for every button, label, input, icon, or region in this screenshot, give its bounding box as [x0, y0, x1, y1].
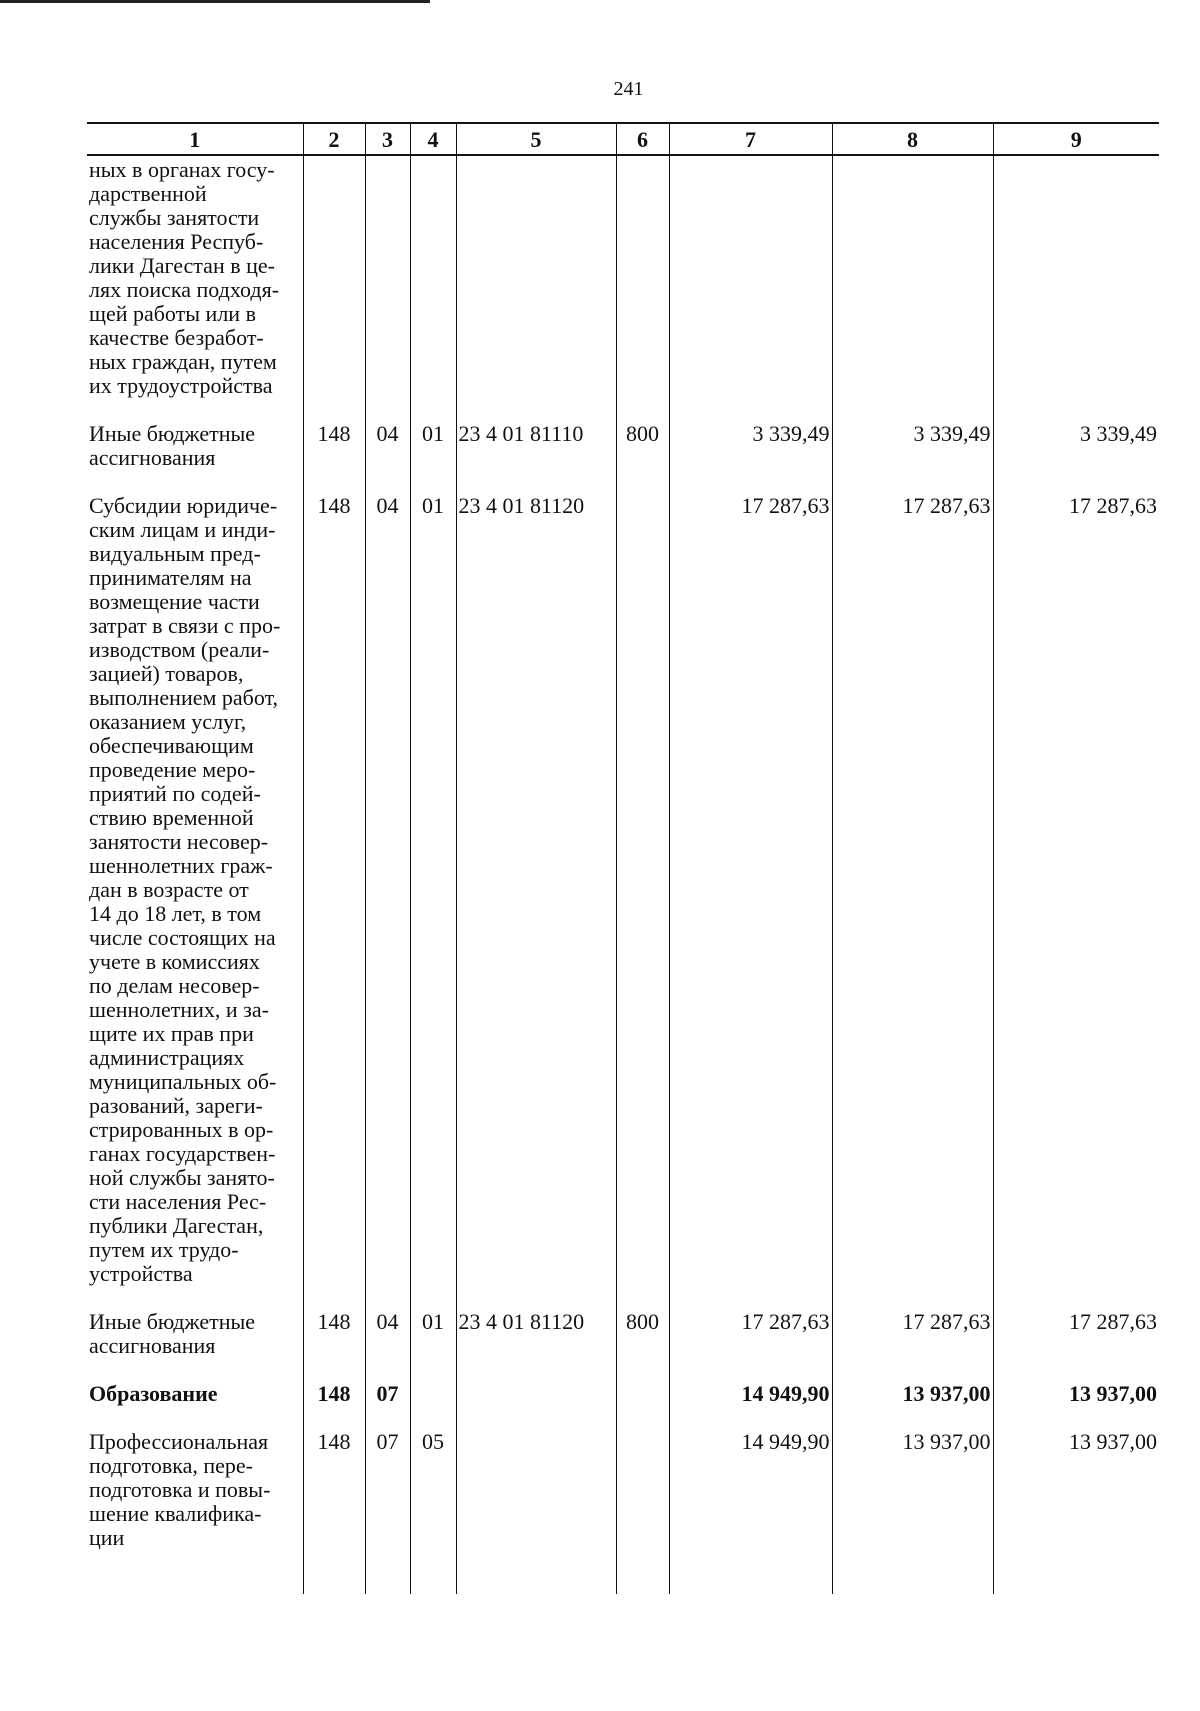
description-line: ским лицам и инди- [89, 517, 276, 542]
amount-col7-cell [669, 155, 832, 422]
column-header: 4 [410, 123, 456, 155]
ministry-code-cell: 148 [303, 422, 365, 494]
column-header: 6 [616, 123, 669, 155]
row-description [87, 1310, 303, 1382]
table-row [87, 1430, 1159, 1594]
description-line: изводством (реали- [89, 637, 270, 662]
table-body [87, 155, 1159, 1594]
description-line: ных в органах госу- [89, 157, 275, 182]
description-line: разований, зареги- [89, 1093, 263, 1118]
description-line: путем их трудо- [89, 1237, 239, 1262]
table-row [87, 155, 1159, 422]
amount-col8-cell: 17 287,63 [832, 1310, 993, 1382]
description-line: оказанием услуг, [89, 709, 247, 734]
table-row [87, 422, 1159, 494]
subsection-code-cell: 05 [410, 1430, 456, 1594]
section-code-cell [365, 155, 410, 422]
target-article-cell [456, 1430, 616, 1594]
expense-type-cell [616, 1430, 669, 1594]
amount-col7-cell: 14 949,90 [669, 1430, 832, 1594]
section-code-cell: 07 [365, 1430, 410, 1594]
description-line: Субсидии юридиче- [89, 493, 278, 518]
description-line: занятости несовер- [89, 829, 269, 854]
amount-col8-cell: 3 339,49 [832, 422, 993, 494]
description-line: проведение меро- [89, 757, 256, 782]
table-header-row [87, 123, 1159, 155]
description-line: ганах государствен- [89, 1141, 276, 1166]
description-line: публики Дагестан, [89, 1213, 264, 1238]
description-line: дан в возрасте от [89, 877, 249, 902]
top-edge-rule [0, 0, 430, 3]
description-line: ции [89, 1525, 125, 1550]
description-line: принимателям на [89, 565, 252, 590]
amount-col7-cell: 14 949,90 [669, 1382, 832, 1430]
row-description [87, 494, 303, 1310]
amount-col9-cell: 13 937,00 [993, 1430, 1159, 1594]
section-code-cell: 04 [365, 1310, 410, 1382]
amount-col9-cell [993, 155, 1159, 422]
description-line: Иные бюджетные [89, 421, 256, 446]
amount-col9-cell: 3 339,49 [993, 422, 1159, 494]
description-line: службы занятости [89, 205, 260, 230]
subsection-code-cell: 01 [410, 494, 456, 1310]
description-line: устройства [89, 1261, 193, 1286]
table-row [87, 494, 1159, 1310]
ministry-code-cell: 148 [303, 1382, 365, 1430]
subsection-code-cell: 01 [410, 1310, 456, 1382]
expense-type-cell [616, 1382, 669, 1430]
budget-table [87, 122, 1159, 1594]
description-line: ствию временной [89, 805, 254, 830]
expense-type-cell [616, 155, 669, 422]
target-article-cell [456, 155, 616, 422]
column-header: 1 [87, 123, 303, 155]
column-header: 8 [832, 123, 993, 155]
amount-col8-cell: 13 937,00 [832, 1382, 993, 1430]
description-line: Образование [89, 1381, 218, 1406]
subsection-code-cell [410, 1382, 456, 1430]
description-line: населения Респуб- [89, 229, 264, 254]
description-line: лики Дагестан в це- [89, 253, 275, 278]
description-line: числе состоящих на [89, 925, 276, 950]
column-header: 9 [993, 123, 1159, 155]
amount-col9-cell: 17 287,63 [993, 494, 1159, 1310]
page-number: 241 [613, 78, 644, 100]
column-header: 7 [669, 123, 832, 155]
description-line: их трудоустройства [89, 373, 273, 398]
description-line: щите их прав при [89, 1021, 254, 1046]
description-line: ассигнования [89, 445, 216, 470]
column-header: 3 [365, 123, 410, 155]
amount-col7-cell: 17 287,63 [669, 494, 832, 1310]
row-description [87, 1382, 303, 1430]
description-line: стрированных в ор- [89, 1117, 274, 1142]
description-line: ных граждан, путем [89, 349, 277, 374]
description-line: возмещение части [89, 589, 260, 614]
description-line: по делам несовер- [89, 973, 260, 998]
expense-type-cell [616, 494, 669, 1310]
row-description [87, 422, 303, 494]
column-header: 2 [303, 123, 365, 155]
description-line: дарственной [89, 181, 207, 206]
row-description [87, 155, 303, 422]
row-description [87, 1430, 303, 1594]
description-line: качестве безработ- [89, 325, 264, 350]
amount-col9-cell: 13 937,00 [993, 1382, 1159, 1430]
expense-type-cell: 800 [616, 422, 669, 494]
description-line: ной службы занято- [89, 1165, 275, 1190]
amount-col8-cell: 13 937,00 [832, 1430, 993, 1594]
amount-col8-cell: 17 287,63 [832, 494, 993, 1310]
target-article-cell [456, 1382, 616, 1430]
ministry-code-cell: 148 [303, 1430, 365, 1594]
section-code-cell: 07 [365, 1382, 410, 1430]
ministry-code-cell: 148 [303, 1310, 365, 1382]
description-line: шеннолетних, и за- [89, 997, 269, 1022]
description-line: муниципальных об- [89, 1069, 277, 1094]
subsection-code-cell [410, 155, 456, 422]
description-line: учете в комиссиях [89, 949, 260, 974]
description-line: приятий по содей- [89, 781, 261, 806]
description-line: щей работы или в [89, 301, 256, 326]
description-line: выполнением работ, [89, 685, 279, 710]
description-line: зацией) товаров, [89, 661, 244, 686]
description-line: шеннолетних граж- [89, 853, 273, 878]
ministry-code-cell [303, 155, 365, 422]
section-code-cell: 04 [365, 422, 410, 494]
section-code-cell: 04 [365, 494, 410, 1310]
table-row [87, 1382, 1159, 1430]
description-line: подготовка и повы- [89, 1477, 271, 1502]
description-line: обеспечивающим [89, 733, 254, 758]
expense-type-cell: 800 [616, 1310, 669, 1382]
ministry-code-cell: 148 [303, 494, 365, 1310]
amount-col9-cell: 17 287,63 [993, 1310, 1159, 1382]
target-article-cell: 23 4 01 81120 [456, 1310, 616, 1382]
amount-col8-cell [832, 155, 993, 422]
description-line: Иные бюджетные [89, 1309, 256, 1334]
target-article-cell: 23 4 01 81120 [456, 494, 616, 1310]
description-line: подготовка, пере- [89, 1453, 253, 1478]
amount-col7-cell: 17 287,63 [669, 1310, 832, 1382]
table-row [87, 1310, 1159, 1382]
target-article-cell: 23 4 01 81110 [456, 422, 616, 494]
description-line: сти населения Рес- [89, 1189, 267, 1214]
description-line: Профессиональная [89, 1429, 269, 1454]
description-line: 14 до 18 лет, в том [89, 901, 262, 926]
description-line: шение квалифика- [89, 1501, 262, 1526]
subsection-code-cell: 01 [410, 422, 456, 494]
column-header: 5 [456, 123, 616, 155]
amount-col7-cell: 3 339,49 [669, 422, 832, 494]
description-line: лях поиска подходя- [89, 277, 280, 302]
description-line: затрат в связи с про- [89, 613, 281, 638]
description-line: администрациях [89, 1045, 245, 1070]
description-line: видуальным пред- [89, 541, 261, 566]
description-line: ассигнования [89, 1333, 216, 1358]
